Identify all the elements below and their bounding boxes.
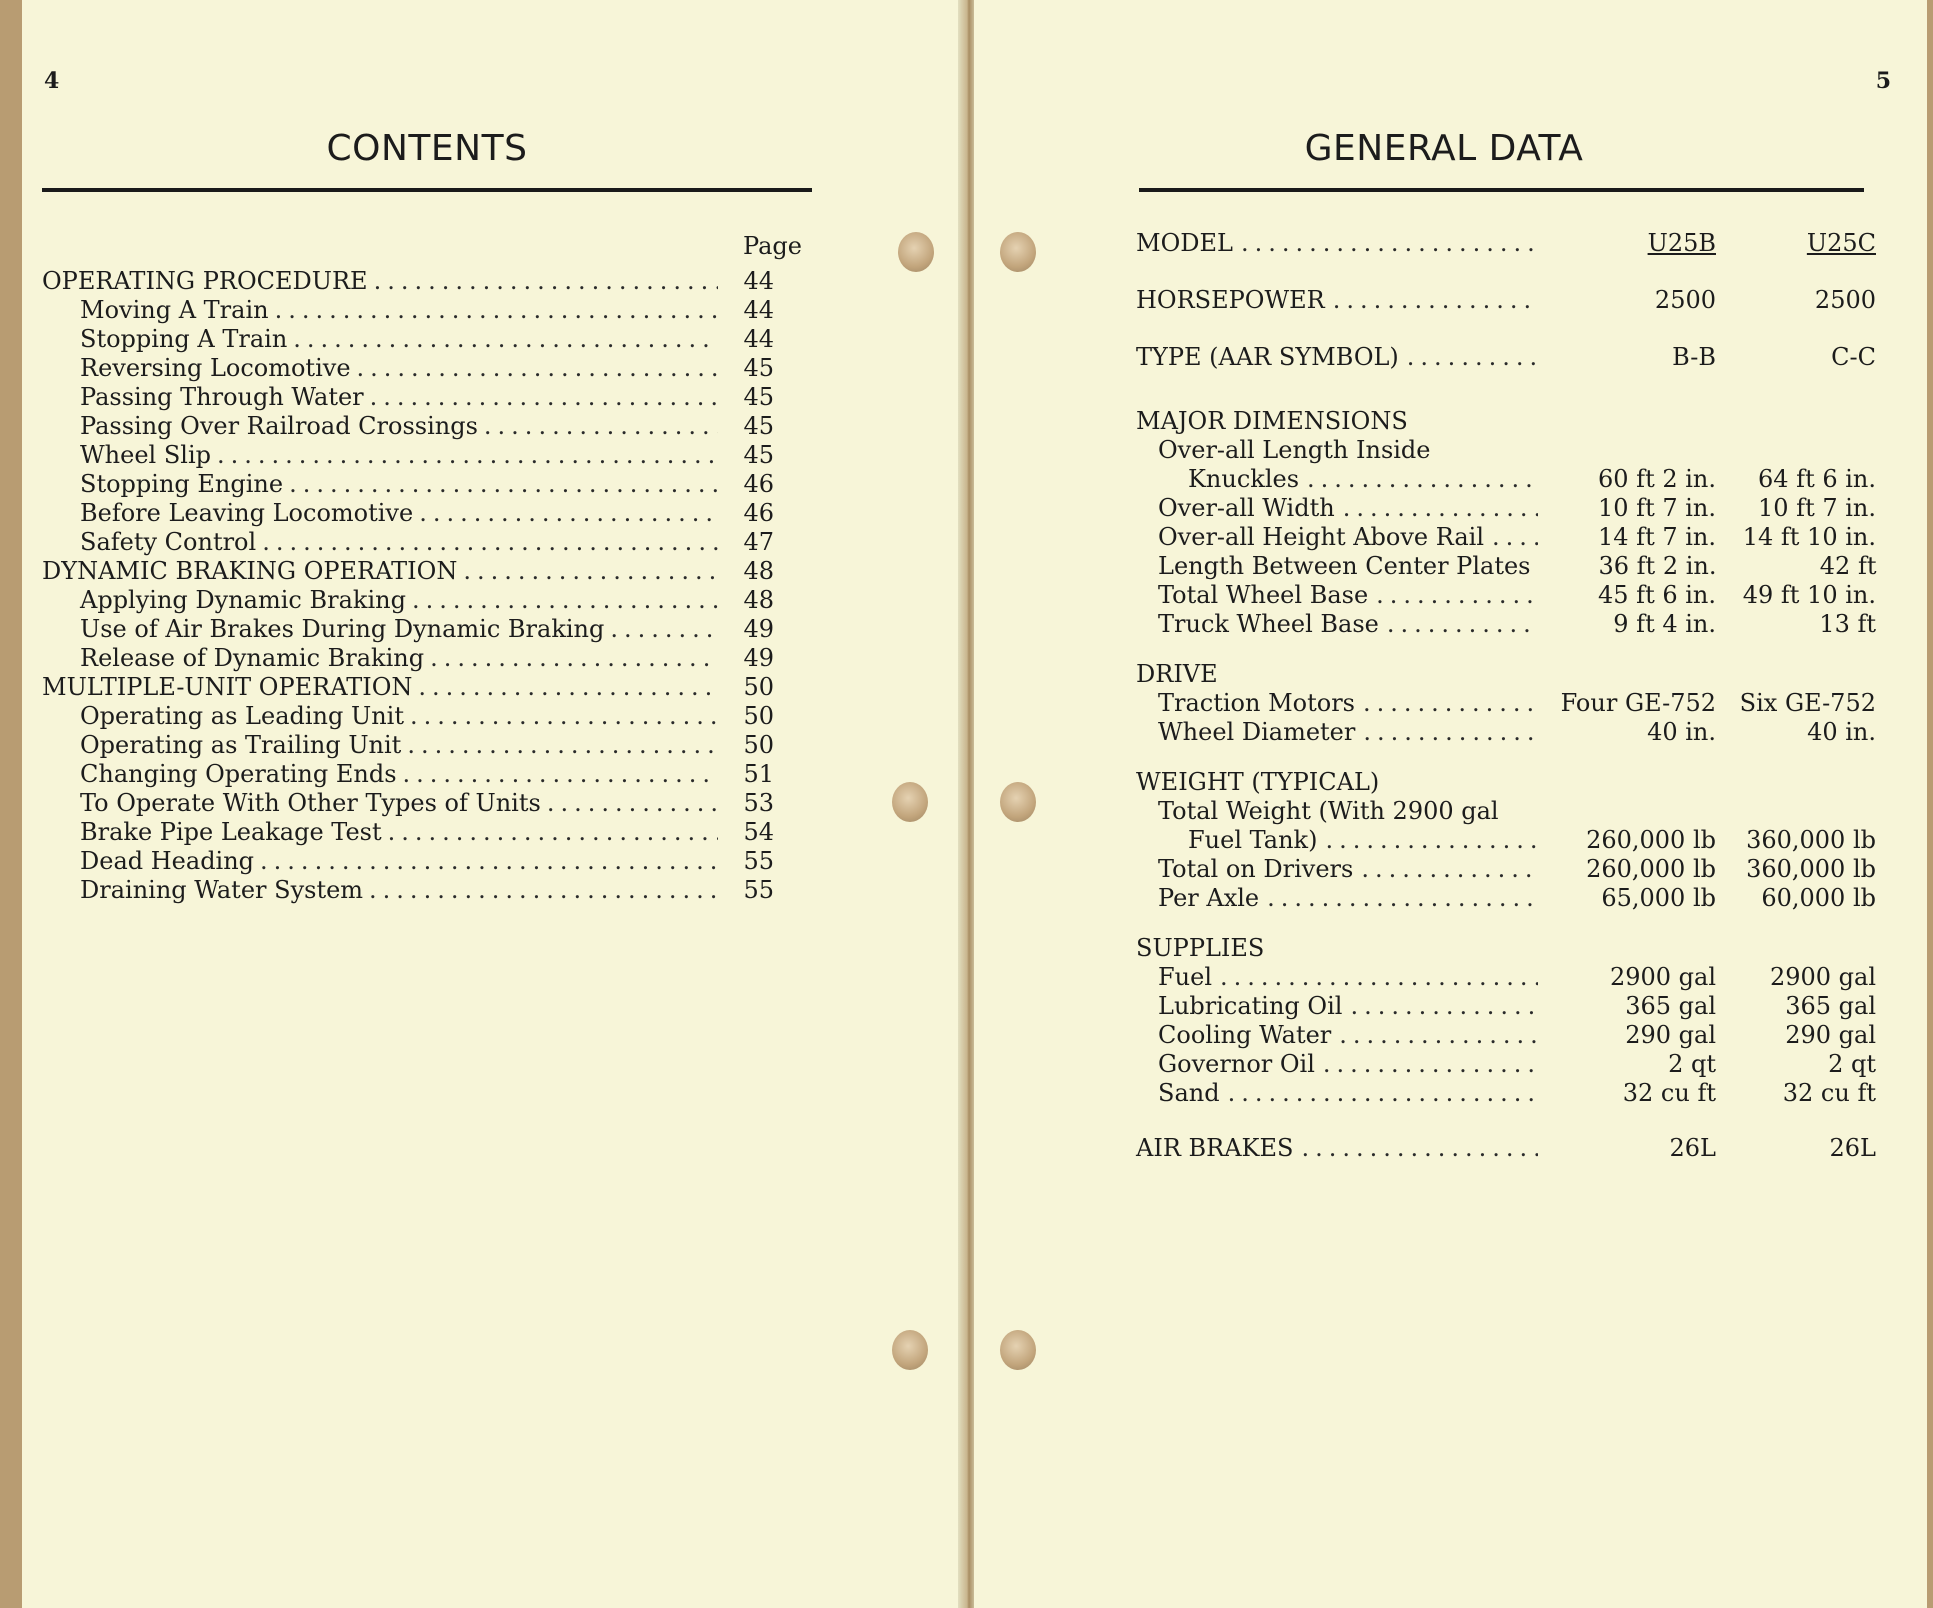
u25b-value: 260,000 lb [1586, 855, 1716, 883]
dot-leader [275, 296, 718, 325]
dot-leader [1343, 494, 1538, 523]
dot-leader [407, 731, 718, 760]
page-ref: 45 [743, 441, 774, 469]
entry-title: To Operate With Other Types of Units [80, 789, 541, 817]
drive-heading: DRIVE [1136, 660, 1218, 688]
heading-rule [42, 188, 812, 192]
page-ref: 46 [743, 499, 774, 527]
dot-leader [1387, 610, 1538, 639]
major-dimensions-heading: MAJOR DIMENSIONS [1136, 407, 1408, 435]
row-label: Total Wheel Base [1158, 581, 1369, 609]
row-label: Total on Drivers [1158, 855, 1354, 883]
binder-hole [1000, 232, 1036, 272]
weight-heading: WEIGHT (TYPICAL) [1136, 768, 1380, 796]
row-label: Fuel [1158, 963, 1212, 991]
page-ref: 47 [743, 528, 774, 556]
page-ref: 53 [743, 789, 774, 817]
page-ref: 44 [743, 267, 774, 295]
page-ref: 45 [743, 412, 774, 440]
general-data-table [1136, 215, 1876, 1177]
data-row [1136, 581, 1876, 610]
dot-leader [1363, 689, 1538, 718]
page-ref: 49 [743, 644, 774, 672]
type-row [1136, 329, 1876, 386]
page-ref: 50 [743, 673, 774, 701]
dot-leader [1325, 826, 1538, 855]
u25b-value: 45 ft 6 in. [1598, 581, 1716, 609]
dot-leader [547, 789, 718, 818]
toc-entry [42, 354, 802, 383]
type-label: TYPE (AAR SYMBOL) [1136, 343, 1399, 371]
dot-leader [1333, 272, 1538, 329]
section-heading [1136, 933, 1876, 963]
entry-title: Operating as Leading Unit [80, 702, 404, 730]
dot-leader [403, 760, 718, 789]
toc-entry [42, 789, 802, 818]
data-row [1136, 494, 1876, 523]
row-label: Truck Wheel Base [1158, 610, 1379, 638]
entry-title: Moving A Train [80, 296, 269, 324]
u25c-value: 290 gal [1785, 1021, 1876, 1049]
binder-hole [892, 1330, 928, 1370]
row-label: Per Axle [1158, 884, 1260, 912]
data-row [1136, 523, 1876, 552]
row-label: Sand [1158, 1079, 1220, 1107]
u25b-value: 32 cu ft [1622, 1079, 1716, 1107]
page-ref: 46 [743, 470, 774, 498]
page-column-header: Page [743, 232, 802, 260]
toc-entry [42, 499, 802, 528]
u25c-value: 64 ft 6 in. [1758, 465, 1876, 493]
row-label: Over-all Length Inside [1158, 436, 1431, 464]
toc-entry [42, 441, 802, 470]
section-title: MULTIPLE-UNIT OPERATION [42, 673, 413, 701]
page-title: CONTENTS [326, 128, 528, 169]
u25b-value: 9 ft 4 in. [1613, 610, 1716, 638]
dot-leader [293, 325, 718, 354]
entry-title: Operating as Trailing Unit [80, 731, 402, 759]
binder-hole [1000, 1330, 1036, 1370]
toc-entry [42, 847, 802, 876]
entry-title: Changing Operating Ends [80, 760, 397, 788]
data-row [1136, 610, 1876, 639]
entry-title: Wheel Slip [80, 441, 211, 469]
section-heading [1136, 767, 1876, 797]
dot-leader [1339, 1021, 1538, 1050]
dot-leader [484, 412, 718, 441]
horsepower-u25c: 2500 [1814, 286, 1876, 314]
dot-leader [1363, 718, 1538, 747]
entry-title: Release of Dynamic Braking [80, 644, 425, 672]
weight-rows [1136, 855, 1876, 913]
entry-title: Stopping A Train [80, 325, 288, 353]
dot-leader [1407, 329, 1538, 386]
row-label: Total Weight (With 2900 gal [1158, 797, 1499, 825]
u25c-value: 2 qt [1828, 1050, 1876, 1078]
dot-leader [1241, 215, 1538, 272]
dot-leader [430, 644, 718, 673]
toc-section-heading [42, 557, 802, 586]
toc-entry [42, 644, 802, 673]
u25b-value: 36 ft 2 in. [1598, 552, 1717, 580]
page-ref: 45 [743, 383, 774, 411]
table-of-contents [42, 225, 802, 905]
row-label: Over-all Width [1158, 494, 1335, 522]
dot-leader [1323, 1050, 1538, 1079]
u25b-value: 10 ft 7 in. [1598, 494, 1716, 522]
dot-leader [412, 586, 718, 615]
dot-leader [1350, 992, 1538, 1021]
dot-leader [374, 267, 718, 296]
dot-leader [610, 615, 718, 644]
page-number: 5 [1875, 68, 1891, 94]
page-ref: 50 [743, 731, 774, 759]
data-row [1136, 992, 1876, 1021]
u25b-value: 40 in. [1647, 718, 1716, 746]
supplies-rows [1136, 963, 1876, 1108]
section-title: DYNAMIC BRAKING OPERATION [42, 557, 458, 585]
u25c-value: 14 ft 10 in. [1742, 523, 1876, 551]
u25b-value: 14 ft 7 in. [1598, 523, 1716, 551]
data-row [1136, 689, 1876, 718]
section-title: OPERATING PROCEDURE [42, 267, 368, 295]
dot-leader [1228, 1079, 1538, 1108]
row-label: Lubricating Oil [1158, 992, 1343, 1020]
page-ref: 49 [743, 615, 774, 643]
u25c-value: 40 in. [1807, 718, 1876, 746]
entry-title: Draining Water System [80, 876, 364, 904]
dot-leader [289, 470, 718, 499]
page-ref: 44 [743, 325, 774, 353]
u25c-value: 360,000 lb [1746, 855, 1876, 883]
u25c-value: 10 ft 7 in. [1758, 494, 1876, 522]
dimension-rows [1136, 494, 1876, 639]
air-brakes-u25c: 26L [1829, 1134, 1876, 1162]
entry-title: Applying Dynamic Braking [80, 586, 406, 614]
entry-title: Dead Heading [80, 847, 255, 875]
dot-leader [410, 702, 718, 731]
air-brakes-row [1136, 1120, 1876, 1177]
page-ref: 48 [743, 557, 774, 585]
binder-hole [892, 782, 928, 822]
dot-leader [262, 528, 718, 557]
u25c-value: Six GE-752 [1739, 689, 1876, 717]
u25c-value: 42 ft [1819, 552, 1877, 580]
data-row [1136, 884, 1876, 913]
u25b-value: 365 gal [1625, 992, 1716, 1020]
dot-leader [217, 441, 718, 470]
dot-leader [1361, 855, 1538, 884]
page-title: GENERAL DATA [1304, 128, 1584, 169]
page-number: 4 [44, 68, 60, 94]
heading-rule [1139, 188, 1864, 192]
u25b-value: Four GE-752 [1560, 689, 1716, 717]
toc-entry [42, 412, 802, 441]
entry-title: Before Leaving Locomotive [80, 499, 414, 527]
u25c-value: 49 ft 10 in. [1742, 581, 1876, 609]
dot-leader [260, 847, 718, 876]
toc-entry [42, 470, 802, 499]
toc-body [42, 267, 802, 905]
u25b-value: 2900 gal [1609, 963, 1716, 991]
toc-entry [42, 383, 802, 412]
data-row [1136, 1050, 1876, 1079]
u25b-value: 65,000 lb [1601, 884, 1716, 912]
toc-entry [42, 702, 802, 731]
dot-leader [418, 673, 718, 702]
data-row [1136, 465, 1876, 494]
air-brakes-label: AIR BRAKES [1136, 1134, 1294, 1162]
dot-leader [370, 383, 718, 412]
data-row [1136, 1079, 1876, 1108]
right-page [974, 0, 1927, 1608]
entry-title: Use of Air Brakes During Dynamic Braking [80, 615, 605, 643]
data-row [1136, 855, 1876, 884]
page-ref: 54 [743, 818, 774, 846]
row-label: Wheel Diameter [1158, 718, 1356, 746]
toc-entry [42, 325, 802, 354]
model-row [1136, 215, 1876, 272]
page-ref: 50 [743, 702, 774, 730]
air-brakes-u25b: 26L [1669, 1134, 1716, 1162]
model-label: MODEL [1136, 229, 1233, 257]
drive-rows [1136, 689, 1876, 747]
dot-leader [1301, 1120, 1538, 1177]
supplies-heading: SUPPLIES [1136, 934, 1265, 962]
dot-leader [1376, 581, 1538, 610]
type-u25b: B-B [1672, 343, 1716, 371]
type-u25c: C-C [1831, 343, 1876, 371]
u25b-value: 290 gal [1625, 1021, 1716, 1049]
u25c-value: 365 gal [1785, 992, 1876, 1020]
page-ref: 55 [743, 876, 774, 904]
entry-title: Stopping Engine [80, 470, 284, 498]
dot-leader [1220, 963, 1538, 992]
entry-title: Passing Through Water [80, 383, 364, 411]
toc-entry [42, 615, 802, 644]
dot-leader [1267, 884, 1538, 913]
entry-title: Passing Over Railroad Crossings [80, 412, 478, 440]
data-row [1136, 963, 1876, 992]
u25c-value: 360,000 lb [1746, 826, 1876, 854]
row-label: Fuel Tank) [1188, 826, 1318, 854]
u25c-value: 32 cu ft [1782, 1079, 1876, 1107]
dot-leader [369, 876, 718, 905]
u25b-column-header: U25B [1647, 229, 1716, 257]
toc-entry [42, 818, 802, 847]
data-row [1136, 826, 1876, 855]
binder-hole [1000, 782, 1036, 822]
entry-title: Brake Pipe Leakage Test [80, 818, 382, 846]
u25b-value: 2 qt [1668, 1050, 1716, 1078]
u25c-value: 13 ft [1819, 610, 1876, 638]
section-heading [1136, 659, 1876, 689]
row-label: Cooling Water [1158, 1021, 1332, 1049]
data-row [1136, 1021, 1876, 1050]
dot-leader [357, 354, 718, 383]
data-row [1136, 552, 1876, 581]
section-heading [1136, 406, 1876, 436]
toc-entry [42, 586, 802, 615]
toc-entry [42, 731, 802, 760]
dot-leader [388, 818, 718, 847]
binder-hole [898, 232, 934, 272]
horsepower-u25b: 2500 [1654, 286, 1716, 314]
row-label: Over-all Height Above Rail [1158, 523, 1485, 551]
page-ref: 55 [743, 847, 774, 875]
page-ref: 45 [743, 354, 774, 382]
dot-leader [1492, 523, 1538, 552]
dot-leader [463, 557, 718, 586]
u25c-value: 60,000 lb [1761, 884, 1876, 912]
horsepower-label: HORSEPOWER [1136, 286, 1325, 314]
toc-section-heading [42, 673, 802, 702]
toc-section-heading [42, 267, 802, 296]
u25b-value: 60 ft 2 in. [1598, 465, 1716, 493]
entry-title: Reversing Locomotive [80, 354, 351, 382]
u25c-column-header: U25C [1806, 229, 1876, 257]
row-label: Knuckles [1188, 465, 1300, 493]
page-ref: 44 [743, 296, 774, 324]
page-ref: 48 [743, 586, 774, 614]
left-page [22, 0, 962, 1608]
row-label: Governor Oil [1158, 1050, 1315, 1078]
horsepower-row [1136, 272, 1876, 329]
toc-entry [42, 876, 802, 905]
toc-entry [42, 760, 802, 789]
u25b-value: 260,000 lb [1586, 826, 1716, 854]
page-ref: 51 [743, 760, 774, 788]
data-row [1136, 797, 1876, 826]
dot-leader [419, 499, 718, 528]
u25c-value: 2900 gal [1769, 963, 1876, 991]
toc-entry [42, 528, 802, 557]
dot-leader [1307, 465, 1538, 494]
row-label: Traction Motors [1158, 689, 1355, 717]
data-row [1136, 436, 1876, 465]
row-label: Length Between Center Plates [1158, 552, 1531, 580]
data-row [1136, 718, 1876, 747]
toc-entry [42, 296, 802, 325]
entry-title: Safety Control [80, 528, 257, 556]
